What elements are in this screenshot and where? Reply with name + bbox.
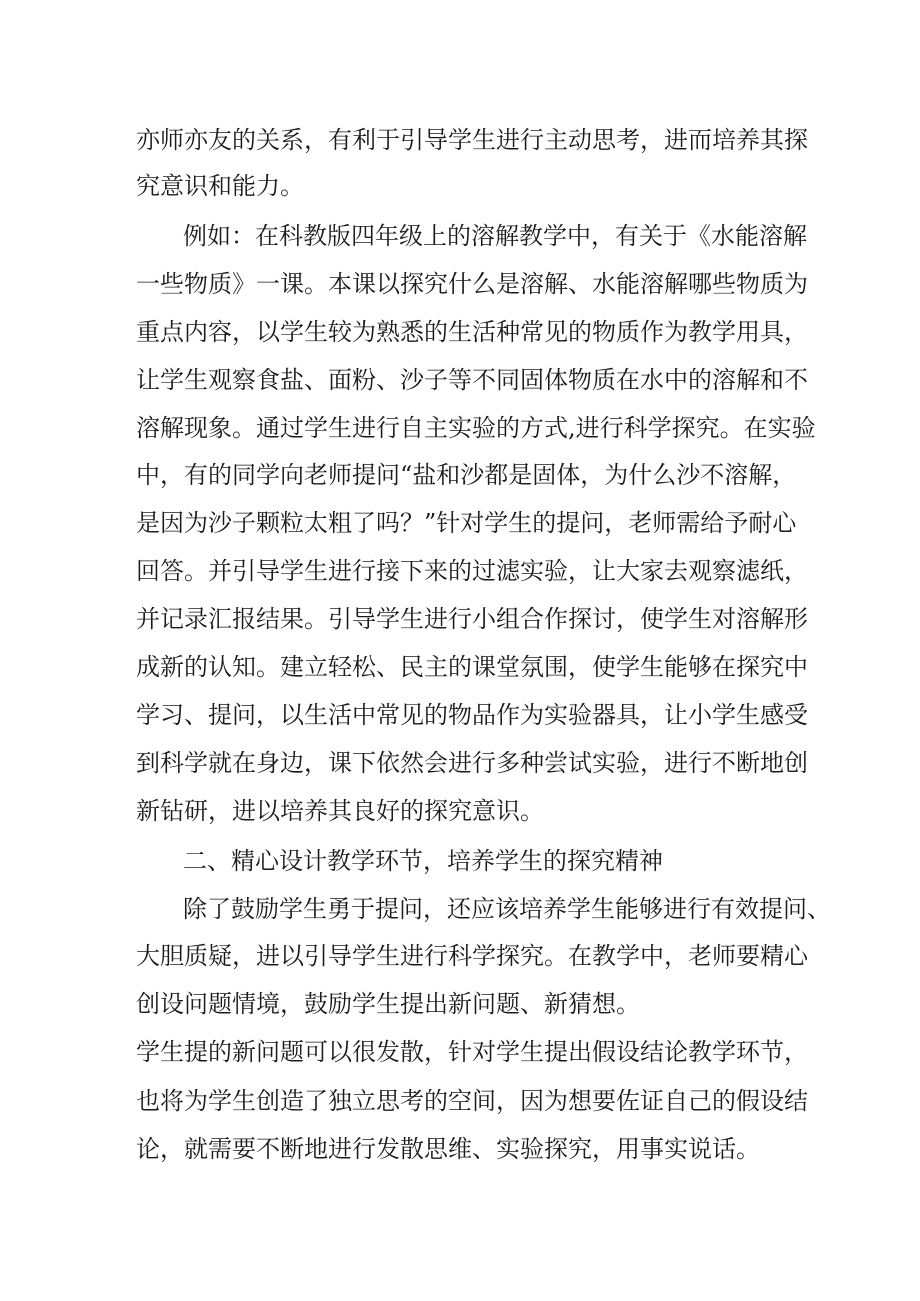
paragraph-3-line-2: 大胆质疑，进以引导学生进行科学探究。在教学中，老师要精心 [136,942,808,970]
section-heading: 二、精心设计教学环节，培养学生的探究精神 [183,847,663,875]
paragraph-2-line-2: 一些物质》一课。本课以探究什么是溶解、水能溶解哪些物质为 [136,270,808,298]
paragraph-4-line-2: 也将为学生创造了独立思考的空间，因为想要佐证自己的假设结 [136,1087,808,1115]
paragraph-2-line-1: 例如：在科教版四年级上的溶解教学中，有关于《水能溶解 [183,222,807,250]
paragraph-3-line-3: 创设问题情境，鼓励学生提出新问题、新猜想。 [136,990,640,1018]
paragraph-4-line-3: 论，就需要不断地进行发散思维、实验探究，用事实说话。 [136,1135,760,1163]
paragraph-2-line-9: 并记录汇报结果。引导学生进行小组合作探讨，使学生对溶解形 [136,605,808,633]
paragraph-3-line-1: 除了鼓励学生勇于提问，还应该培养学生能够进行有效提问、 [183,895,831,923]
paragraph-2-line-5: 溶解现象。通过学生进行自主实验的方式,进行科学探究。在实验 [136,414,816,442]
paragraph-1-line-2: 究意识和能力。 [136,172,304,200]
paragraph-2-line-4: 让学生观察食盐、面粉、沙子等不同固体物质在水中的溶解和不 [136,366,808,394]
paragraph-2-line-8: 回答。并引导学生进行接下来的过滤实验，让大家去观察滤纸， [136,557,808,585]
paragraph-4-line-1: 学生提的新问题可以很发散，针对学生提出假设结论教学环节， [136,1038,808,1066]
paragraph-2-line-3: 重点内容，以学生较为熟悉的生活种常见的物质作为教学用具， [136,318,808,346]
paragraph-2-line-6: 中，有的同学向老师提问“盐和沙都是固体，为什么沙不溶解， [136,461,797,489]
paragraph-2-line-7: 是因为沙子颗粒太粗了吗？”针对学生的提问，老师需给予耐心 [136,509,797,537]
paragraph-2-line-10: 成新的认知。建立轻松、民主的课堂氛围，使学生能够在探究中 [136,653,808,681]
paragraph-2-line-12: 到科学就在身边，课下依然会进行多种尝试实验，进行不断地创 [136,749,808,777]
paragraph-2-line-13: 新钻研，进以培养其良好的探究意识。 [136,797,544,825]
paragraph-1-line-1: 亦师亦友的关系，有利于引导学生进行主动思考，进而培养其探 [136,126,808,154]
paragraph-2-line-11: 学习、提问，以生活中常见的物品作为实验器具，让小学生感受 [136,701,808,729]
